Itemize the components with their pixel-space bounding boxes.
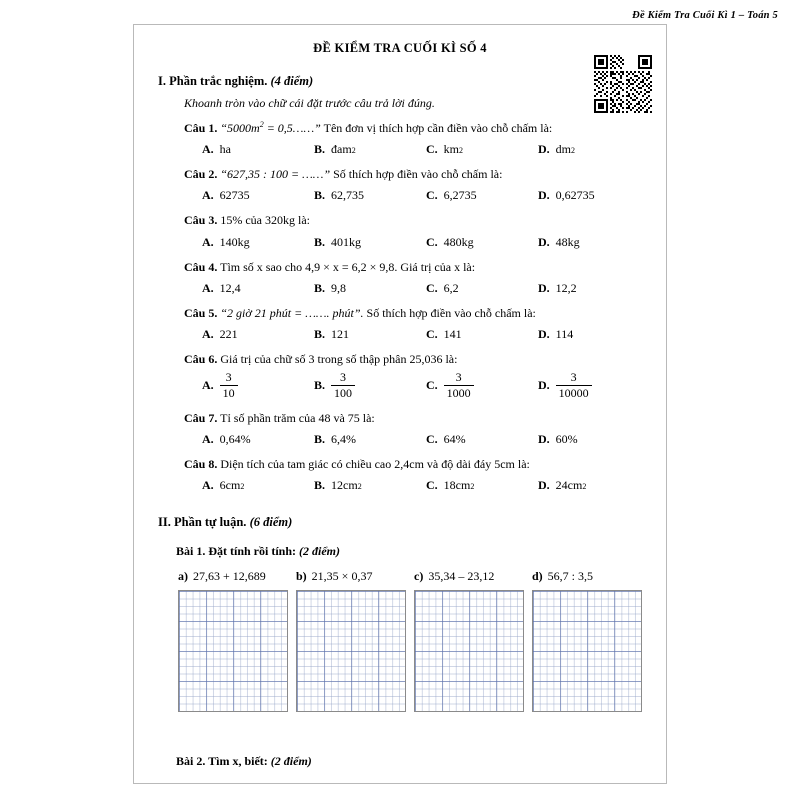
section-2-title: II. Phần tự luận.	[158, 514, 247, 529]
option-letter: D.	[538, 234, 550, 249]
fraction-numerator: 3	[570, 370, 577, 385]
option-letter: B.	[314, 142, 326, 157]
fraction	[331, 371, 355, 400]
expression-text: 35,34 – 23,12	[428, 568, 495, 583]
option-letter: D.	[538, 280, 550, 295]
option-a[interactable]	[202, 142, 314, 157]
option-letter: C.	[426, 378, 438, 393]
option-sup: 2	[571, 146, 576, 156]
option-letter: A.	[202, 431, 214, 446]
option-text: 9,8	[331, 280, 347, 295]
option-text: 12,2	[555, 280, 577, 295]
option-text: ha	[219, 142, 231, 157]
option-text: 6,2735	[443, 188, 477, 203]
question-2-options	[202, 188, 650, 203]
expression-text: 27,63 + 12,689	[193, 568, 266, 583]
section-1-points: (4 điểm)	[270, 74, 314, 88]
option-letter: D.	[538, 142, 550, 157]
option-letter: D.	[538, 477, 550, 492]
option-sup: 2	[459, 146, 464, 156]
option-c[interactable]	[426, 478, 538, 493]
option-d[interactable]	[538, 188, 650, 203]
question-3-label: Câu 3.	[184, 213, 218, 228]
option-letter: C.	[426, 142, 438, 157]
exam-sheet	[133, 24, 667, 784]
option-d[interactable]	[538, 371, 650, 400]
option-text: km	[443, 142, 460, 157]
option-text: 60%	[555, 431, 578, 446]
qr-code-icon	[594, 55, 652, 113]
section-heading-1	[158, 74, 650, 89]
bai-2-label: Bài 2. Tìm x, biết:	[176, 753, 268, 768]
option-sup: 2	[470, 481, 475, 491]
option-b[interactable]	[314, 327, 426, 342]
fraction-numerator: 3	[340, 370, 347, 385]
expression-d	[532, 569, 650, 584]
fraction-denominator: 10000	[556, 385, 592, 400]
option-text: 64%	[443, 431, 466, 446]
option-text: 401kg	[331, 234, 362, 249]
question-8	[184, 456, 650, 472]
bai-1-label: Bài 1. Đặt tính rồi tính:	[176, 543, 297, 558]
option-text: 0,62735	[555, 188, 595, 203]
option-text: 6,4%	[331, 431, 357, 446]
option-letter: D.	[538, 431, 550, 446]
option-a[interactable]	[202, 432, 314, 447]
option-a[interactable]	[202, 281, 314, 296]
option-letter: B.	[314, 280, 326, 295]
option-letter: C.	[426, 431, 438, 446]
bai-1-expressions	[178, 569, 650, 584]
option-sup: 2	[240, 481, 245, 491]
option-text: 12cm	[331, 477, 358, 492]
question-7-text: Tỉ số phần trăm của 48 và 75 là:	[220, 410, 375, 425]
option-letter: A.	[202, 280, 214, 295]
question-5-text: Số thích hợp điền vào chỗ chấm là:	[366, 305, 536, 320]
question-1-options	[202, 142, 650, 157]
question-4-label: Câu 4.	[184, 259, 218, 274]
expression-text: 56,7 : 3,5	[547, 568, 594, 583]
option-letter: D.	[538, 378, 550, 393]
section-2-points: (6 điểm)	[249, 514, 293, 529]
bai-2-points: (2 điểm)	[270, 753, 312, 768]
option-text: 24cm	[555, 477, 583, 492]
option-text: 121	[331, 326, 350, 341]
option-c[interactable]	[426, 371, 538, 400]
question-6-label: Câu 6.	[184, 351, 218, 366]
option-text: 141	[443, 326, 462, 341]
question-7	[184, 410, 650, 426]
expression-a	[178, 569, 296, 584]
option-a[interactable]	[202, 188, 314, 203]
option-d[interactable]	[538, 235, 650, 250]
option-b[interactable]	[314, 235, 426, 250]
option-letter: C.	[426, 188, 438, 203]
option-b[interactable]	[314, 142, 426, 157]
question-8-options	[202, 478, 650, 493]
expression-letter: b)	[296, 568, 307, 583]
option-letter: A.	[202, 326, 214, 341]
option-sup: 2	[351, 146, 356, 156]
option-a[interactable]	[202, 327, 314, 342]
option-text: 12,4	[219, 280, 241, 295]
fraction-denominator: 1000	[444, 385, 474, 400]
question-1-italic: “$5000m^2$ = 0,5……”	[220, 120, 321, 135]
option-letter: A.	[202, 234, 214, 249]
question-5-label: Câu 5.	[184, 305, 218, 320]
section-1-title: I. Phần trắc nghiệm.	[158, 74, 268, 88]
question-4-options	[202, 281, 650, 296]
option-sup: 2	[582, 481, 587, 491]
option-b[interactable]	[314, 371, 426, 400]
answer-grid-d[interactable]	[532, 590, 642, 712]
option-letter: C.	[426, 234, 438, 249]
option-letter: B.	[314, 234, 326, 249]
grid-wrap-c	[414, 590, 532, 712]
question-7-label: Câu 7.	[184, 410, 218, 425]
fraction	[556, 371, 592, 400]
option-letter: A.	[202, 142, 214, 157]
section-1-instruction: Khoanh tròn vào chữ cái đặt trước câu trả lời đúng.	[184, 96, 435, 110]
grid-wrap-d	[532, 590, 650, 712]
question-1-text: Tên đơn vị thích hợp cần điền vào chỗ chấm là:	[323, 121, 553, 135]
bai-1-heading	[176, 544, 650, 559]
page-title: ĐỀ KIỂM TRA CUỐI KÌ SỐ 4	[313, 41, 487, 55]
question-2-italic: “627,35 : 100 = ……”	[220, 167, 331, 182]
section-heading-2	[158, 515, 650, 530]
option-text: đam	[331, 142, 352, 157]
expression-letter: c)	[414, 568, 424, 583]
question-2	[184, 166, 650, 182]
option-d[interactable]	[538, 281, 650, 296]
option-b[interactable]	[314, 188, 426, 203]
fraction-numerator: 3	[455, 370, 462, 385]
option-a[interactable]	[202, 235, 314, 250]
option-letter: A.	[202, 188, 214, 203]
question-6-text: Giá trị của chữ số 3 trong số thập phân 25,036 là:	[220, 351, 458, 366]
option-letter: B.	[314, 431, 326, 446]
option-letter: D.	[538, 188, 550, 203]
option-b[interactable]	[314, 281, 426, 296]
option-sup: 2	[357, 481, 362, 491]
answer-grid-b[interactable]	[296, 590, 406, 712]
fraction-denominator: 10	[220, 385, 238, 400]
question-4	[184, 259, 650, 275]
option-c[interactable]	[426, 188, 538, 203]
option-letter: B.	[314, 326, 326, 341]
expression-text: 21,35 × 0,37	[311, 568, 373, 583]
question-2-label: Câu 2.	[184, 167, 218, 182]
grid-wrap-a	[178, 590, 296, 712]
option-b[interactable]	[314, 432, 426, 447]
option-letter: C.	[426, 326, 438, 341]
bai-1-answer-grids	[178, 590, 650, 712]
option-letter: B.	[314, 188, 326, 203]
question-5-options	[202, 327, 650, 342]
question-5-italic: “2 giờ 21 phút = ……. phút”.	[220, 305, 364, 320]
option-letter: A.	[202, 378, 214, 393]
option-text: 140kg	[219, 234, 250, 249]
option-letter: A.	[202, 477, 214, 492]
option-letter: D.	[538, 326, 550, 341]
answer-grid-a[interactable]	[178, 590, 288, 712]
question-1-label: Câu 1.	[184, 121, 218, 135]
option-c[interactable]	[426, 142, 538, 157]
option-text: 6cm	[219, 477, 241, 492]
option-text: 6,2	[443, 280, 459, 295]
question-7-options	[202, 432, 650, 447]
question-8-text: Diện tích của tam giác có chiều cao 2,4cm và độ dài đáy 5cm là:	[220, 456, 530, 471]
option-text: 62735	[219, 188, 250, 203]
option-text: 114	[555, 326, 574, 341]
question-1	[184, 120, 650, 136]
option-d[interactable]	[538, 478, 650, 493]
question-3	[184, 212, 650, 228]
option-letter: B.	[314, 378, 326, 393]
fraction-numerator: 3	[225, 370, 232, 385]
option-letter: C.	[426, 477, 438, 492]
option-b[interactable]	[314, 478, 426, 493]
option-d[interactable]	[538, 142, 650, 157]
option-a[interactable]	[202, 478, 314, 493]
question-3-text: 15% của 320kg là:	[220, 213, 310, 228]
option-d[interactable]	[538, 432, 650, 447]
bai-1-points: (2 điểm)	[299, 543, 341, 558]
option-text: 18cm	[443, 477, 471, 492]
fraction-denominator: 100	[331, 385, 355, 400]
expression-b	[296, 569, 414, 584]
option-text: 480kg	[443, 234, 474, 249]
grid-wrap-b	[296, 590, 414, 712]
question-6-options	[202, 371, 650, 400]
bai-2-heading	[176, 754, 650, 769]
option-c[interactable]	[426, 281, 538, 296]
expression-c	[414, 569, 532, 584]
option-letter: C.	[426, 280, 438, 295]
expression-letter: d)	[532, 568, 543, 583]
option-text: 221	[219, 326, 238, 341]
option-letter: B.	[314, 477, 326, 492]
answer-grid-c[interactable]	[414, 590, 524, 712]
running-head: Đề Kiểm Tra Cuối Kì 1 – Toán 5	[632, 10, 778, 21]
option-c[interactable]	[426, 235, 538, 250]
option-a[interactable]	[202, 371, 314, 400]
question-3-options	[202, 235, 650, 250]
question-5	[184, 305, 650, 321]
option-text: 48kg	[555, 234, 580, 249]
expression-letter: a)	[178, 568, 188, 583]
question-8-label: Câu 8.	[184, 456, 218, 471]
option-text: 0,64%	[219, 431, 251, 446]
option-text: dm	[555, 142, 572, 157]
option-d[interactable]	[538, 327, 650, 342]
option-c[interactable]	[426, 432, 538, 447]
option-c[interactable]	[426, 327, 538, 342]
question-4-text: Tìm số x sao cho 4,9 × x = 6,2 × 9,8. Giá trị của x là:	[220, 259, 476, 274]
fraction	[220, 371, 238, 400]
option-text: 62,735	[331, 188, 365, 203]
question-6	[184, 351, 650, 367]
question-2-text: Số thích hợp điền vào chỗ chấm là:	[333, 167, 503, 182]
fraction	[444, 371, 474, 400]
